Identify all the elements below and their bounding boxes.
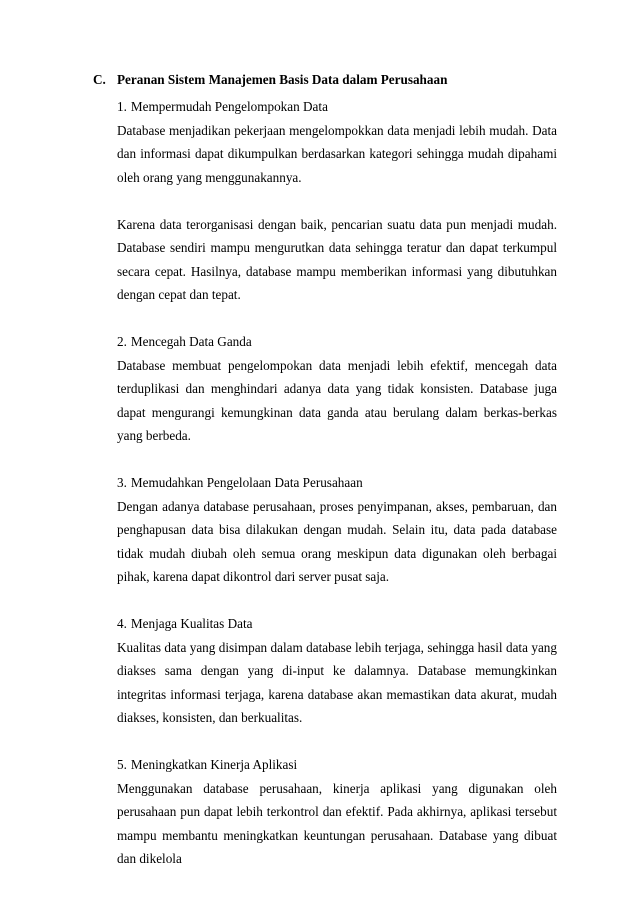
- subsection-number: 2.: [117, 334, 127, 349]
- paragraph-spacer: [117, 307, 557, 331]
- subsection-number: 3.: [117, 475, 127, 490]
- subsection-title: [117, 753, 557, 777]
- section-letter: C.: [93, 72, 106, 87]
- paragraph-spacer: [117, 189, 557, 213]
- subsection-title: [117, 95, 557, 119]
- subsection-number: 4.: [117, 616, 127, 631]
- subsection-label: Mempermudah Pengelompokan Data: [130, 99, 328, 114]
- paragraph: Database membuat pengelompokan data menjadi lebih efektif, mencegah data terduplikasi dan menghindari adanya data yang tidak konsisten. Database juga dapat mengurangi kemungkinan data ganda atau berulang dalam berkas-berkas yang berbeda.: [117, 357, 557, 443]
- paragraph: Database menjadikan pekerjaan mengelompokkan data menjadi lebih mudah. Data dan informasi dapat dikumpulkan berdasarkan kategori sehingga mudah dipahami oleh orang yang menggunakannya.: [117, 122, 557, 185]
- section-title: Peranan Sistem Manajemen Basis Data dalam Perusahaan: [117, 72, 448, 87]
- paragraph: Kualitas data yang disimpan dalam database lebih terjaga, sehingga hasil data yang diakses sama dengan yang di-input ke dalamnya. Database memungkinkan integritas informasi terjaga, karena database akan memastikan data akurat, mudah diakses, konsisten, dan berkualitas.: [117, 639, 557, 725]
- paragraph: Dengan adanya database perusahaan, proses penyimpanan, akses, pembaruan, dan penghapusan data bisa dilakukan dengan mudah. Selain itu, data pada database tidak mudah diubah oleh semua orang meskipun data digunakan oleh berbagai pihak, karena dapat dikontrol dari server pusat saja.: [117, 498, 557, 584]
- subsection-number: 1.: [117, 99, 127, 114]
- subsection-label: Menjaga Kualitas Data: [130, 616, 253, 631]
- subsection-title: [117, 471, 557, 495]
- subsection-label: Meningkatkan Kinerja Aplikasi: [130, 757, 298, 772]
- subsection-title: [117, 330, 557, 354]
- document-body: [117, 95, 557, 871]
- paragraph: Karena data terorganisasi dengan baik, pencarian suatu data pun menjadi mudah. Database sendiri mampu mengurutkan data sehingga teratur dan dapat terkumpul secara cepat. Hasilnya, database mampu memberikan informasi yang dibutuhkan dengan cepat dan tepat.: [117, 216, 557, 302]
- subsection-label: Mencegah Data Ganda: [130, 334, 252, 349]
- paragraph-spacer: [117, 730, 557, 754]
- paragraph-spacer: [117, 448, 557, 472]
- subsection-number: 5.: [117, 757, 127, 772]
- paragraph-spacer: [117, 589, 557, 613]
- subsection-title: [117, 612, 557, 636]
- paragraph: Menggunakan database perusahaan, kinerja aplikasi yang digunakan oleh perusahaan pun dapat lebih terkontrol dan efektif. Pada akhirnya, aplikasi tersebut mampu membantu meningkatkan keuntungan perusahaan. Database yang dibuat dan dikelola: [117, 780, 557, 866]
- section-heading: [93, 71, 447, 89]
- subsection-label: Memudahkan Pengelolaan Data Perusahaan: [130, 475, 363, 490]
